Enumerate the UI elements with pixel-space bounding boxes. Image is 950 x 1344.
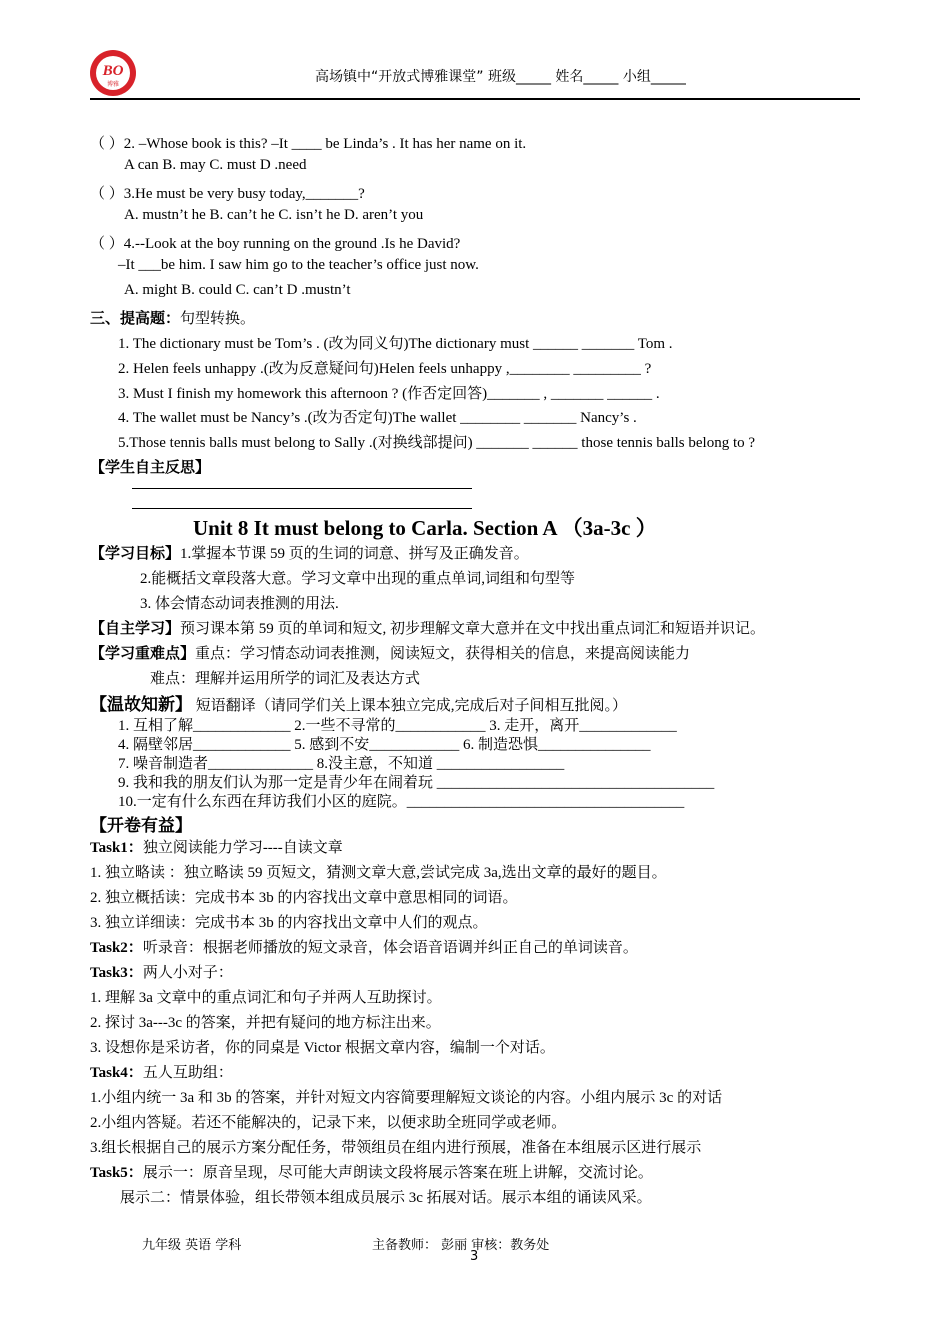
text-line: 4. 隔壁邻居_____________ 5. 感到不安____________ 6. 制造恐惧_______________ [118,737,651,753]
text-line: Task5：展示一：原音呈现，尽可能大声朗读文段将展示答案在班上讲解，交流讨论。 [90,1165,653,1181]
text-line: 3.组长根据自己的展示方案分配任务，带领组员在组内进行预展，准备在本组展示区进行展示 [90,1140,702,1156]
text-line: 3. 设想你是采访者，你的同桌是 Victor 根据文章内容，编制一个对话。 [90,1040,555,1056]
text-line: 展示二：情景体验，组长带领本组成员展示 3c 拓展对话。展示本组的诵读风采。 [120,1190,652,1206]
text-line: 【开卷有益】 [90,816,192,835]
footer-subject: 九年级 英语 学科 [142,1238,242,1253]
footer-teacher: 主备教师： 彭丽 审核：教务处 [372,1238,550,1253]
text-line: 2. 独立概括读：完成书本 3b 的内容找出文章中意思相同的词语。 [90,890,518,906]
text-line: 1.小组内统一 3a 和 3b 的答案，并针对短文内容简要理解短文谈论的内容。小组内展示 3c 的对话 [90,1090,723,1106]
text-line: 【学生自主反思】 [90,460,211,476]
text-line: A. mustn’t he B. can’t he C. isn’t he D. aren’t you [124,207,424,223]
text-line: 2.能概括文章段落大意。学习文章中出现的重点单词,词组和句型等 [140,571,576,587]
text-line: A. might B. could C. can’t D .mustn’t [124,282,351,298]
text-line: 5.Those tennis balls must belong to Sally .(对换线部提问) _______ ______ those tennis balls belong to ? [118,435,756,451]
header-rule [90,98,860,100]
text-line: 3. 体会情态动词表推测的用法. [140,596,339,612]
text-line: 2.小组内答疑。若还不能解决的，记录下来，以便求助全班同学或老师。 [90,1115,567,1131]
text-line: （ ）4.--Look at the boy running on the ground .Is he David? [90,236,461,252]
text-line: （ ）2. –Whose book is this? –It ____ be Linda’s . It has her name on it. [90,136,527,152]
text-line: 【学习重难点】重点：学习情态动词表推测，阅读短文，获得相关的信息，来提高阅读能力 [90,646,691,662]
text-line: Task3：两人小对子： [90,965,233,981]
text-line: Task1：独立阅读能力学习----自读文章 [90,840,343,856]
text-line: 2. 探讨 3a---3c 的答案，并把有疑问的地方标注出来。 [90,1015,441,1031]
text-line: 1. 独立略读 ：独立略读 59 页短文，猜测文章大意,尝试完成 3a,选出文章的最好的题目。 [90,865,667,881]
text-line: –It ___be him. I saw him go to the teacher’s office just now. [118,257,479,273]
text-line: 难点：理解并运用所学的词汇及表达方式 [150,671,421,687]
text-line: 7. 噪音制造者______________ 8.没主意，不知道 _________________ [118,756,565,772]
reflection-line-1 [132,488,472,489]
text-line: 3. 独立详细读：完成书本 3b 的内容找出文章中人们的观点。 [90,915,488,931]
text-line: （ ）3.He must be very busy today,_______? [90,186,365,202]
text-line: A can B. may C. must D .need [124,157,307,173]
text-line: 1. 理解 3a 文章中的重点词汇和句子并两人互助探讨。 [90,990,442,1006]
text-line: Task2：听录音：根据老师播放的短文录音，体会语音语调并纠正自己的单词读音。 [90,940,638,956]
text-line: 【温故知新】 短语翻译（请同学们关上课本独立完成,完成后对子间相互批阅。） [90,695,628,714]
unit-title: Unit 8 It must belong to Carla. Section A （3a-3c ） [193,516,657,540]
school-logo: BO 博雅 [90,50,136,96]
text-line: 【学习目标】1.掌握本节课 59 页的生词的词意、拼写及正确发音。 [90,546,529,562]
text-line: 2. Helen feels unhappy .(改为反意疑问句)Helen feels unhappy ,________ _________ ? [118,361,652,377]
text-line: 三、提高题：句型转换。 [90,311,256,327]
text-line: 1. 互相了解_____________ 2.一些不寻常的____________ 3. 走开，离开_____________ [118,718,677,734]
text-line: 1. The dictionary must be Tom’s . (改为同义句)The dictionary must ______ _______ Tom . [118,336,673,352]
text-line: 【自主学习】预习课本第 59 页的单词和短文, 初步理解文章大意并在文中找出重点词汇和短语并识记。 [90,621,766,637]
text-line: 10.一定有什么东西在拜访我们小区的庭院。_____________________________________ [118,794,685,810]
page-header: 高场镇中“开放式博雅课堂” 班级_____ 姓名_____ 小组_____ [315,69,686,85]
reflection-line-2 [132,508,472,509]
text-line: Task4：五人互助组： [90,1065,233,1081]
text-line: 9. 我和我的朋友们认为那一定是青少年在闹着玩 _____________________________________ [118,775,715,791]
text-line: 3. Must I finish my homework this afternoon ? (作否定回答)_______ , _______ ______ . [118,386,660,402]
page-number: 3 [470,1249,479,1264]
text-line: 4. The wallet must be Nancy’s .(改为否定句)The wallet ________ _______ Nancy’s . [118,410,637,426]
